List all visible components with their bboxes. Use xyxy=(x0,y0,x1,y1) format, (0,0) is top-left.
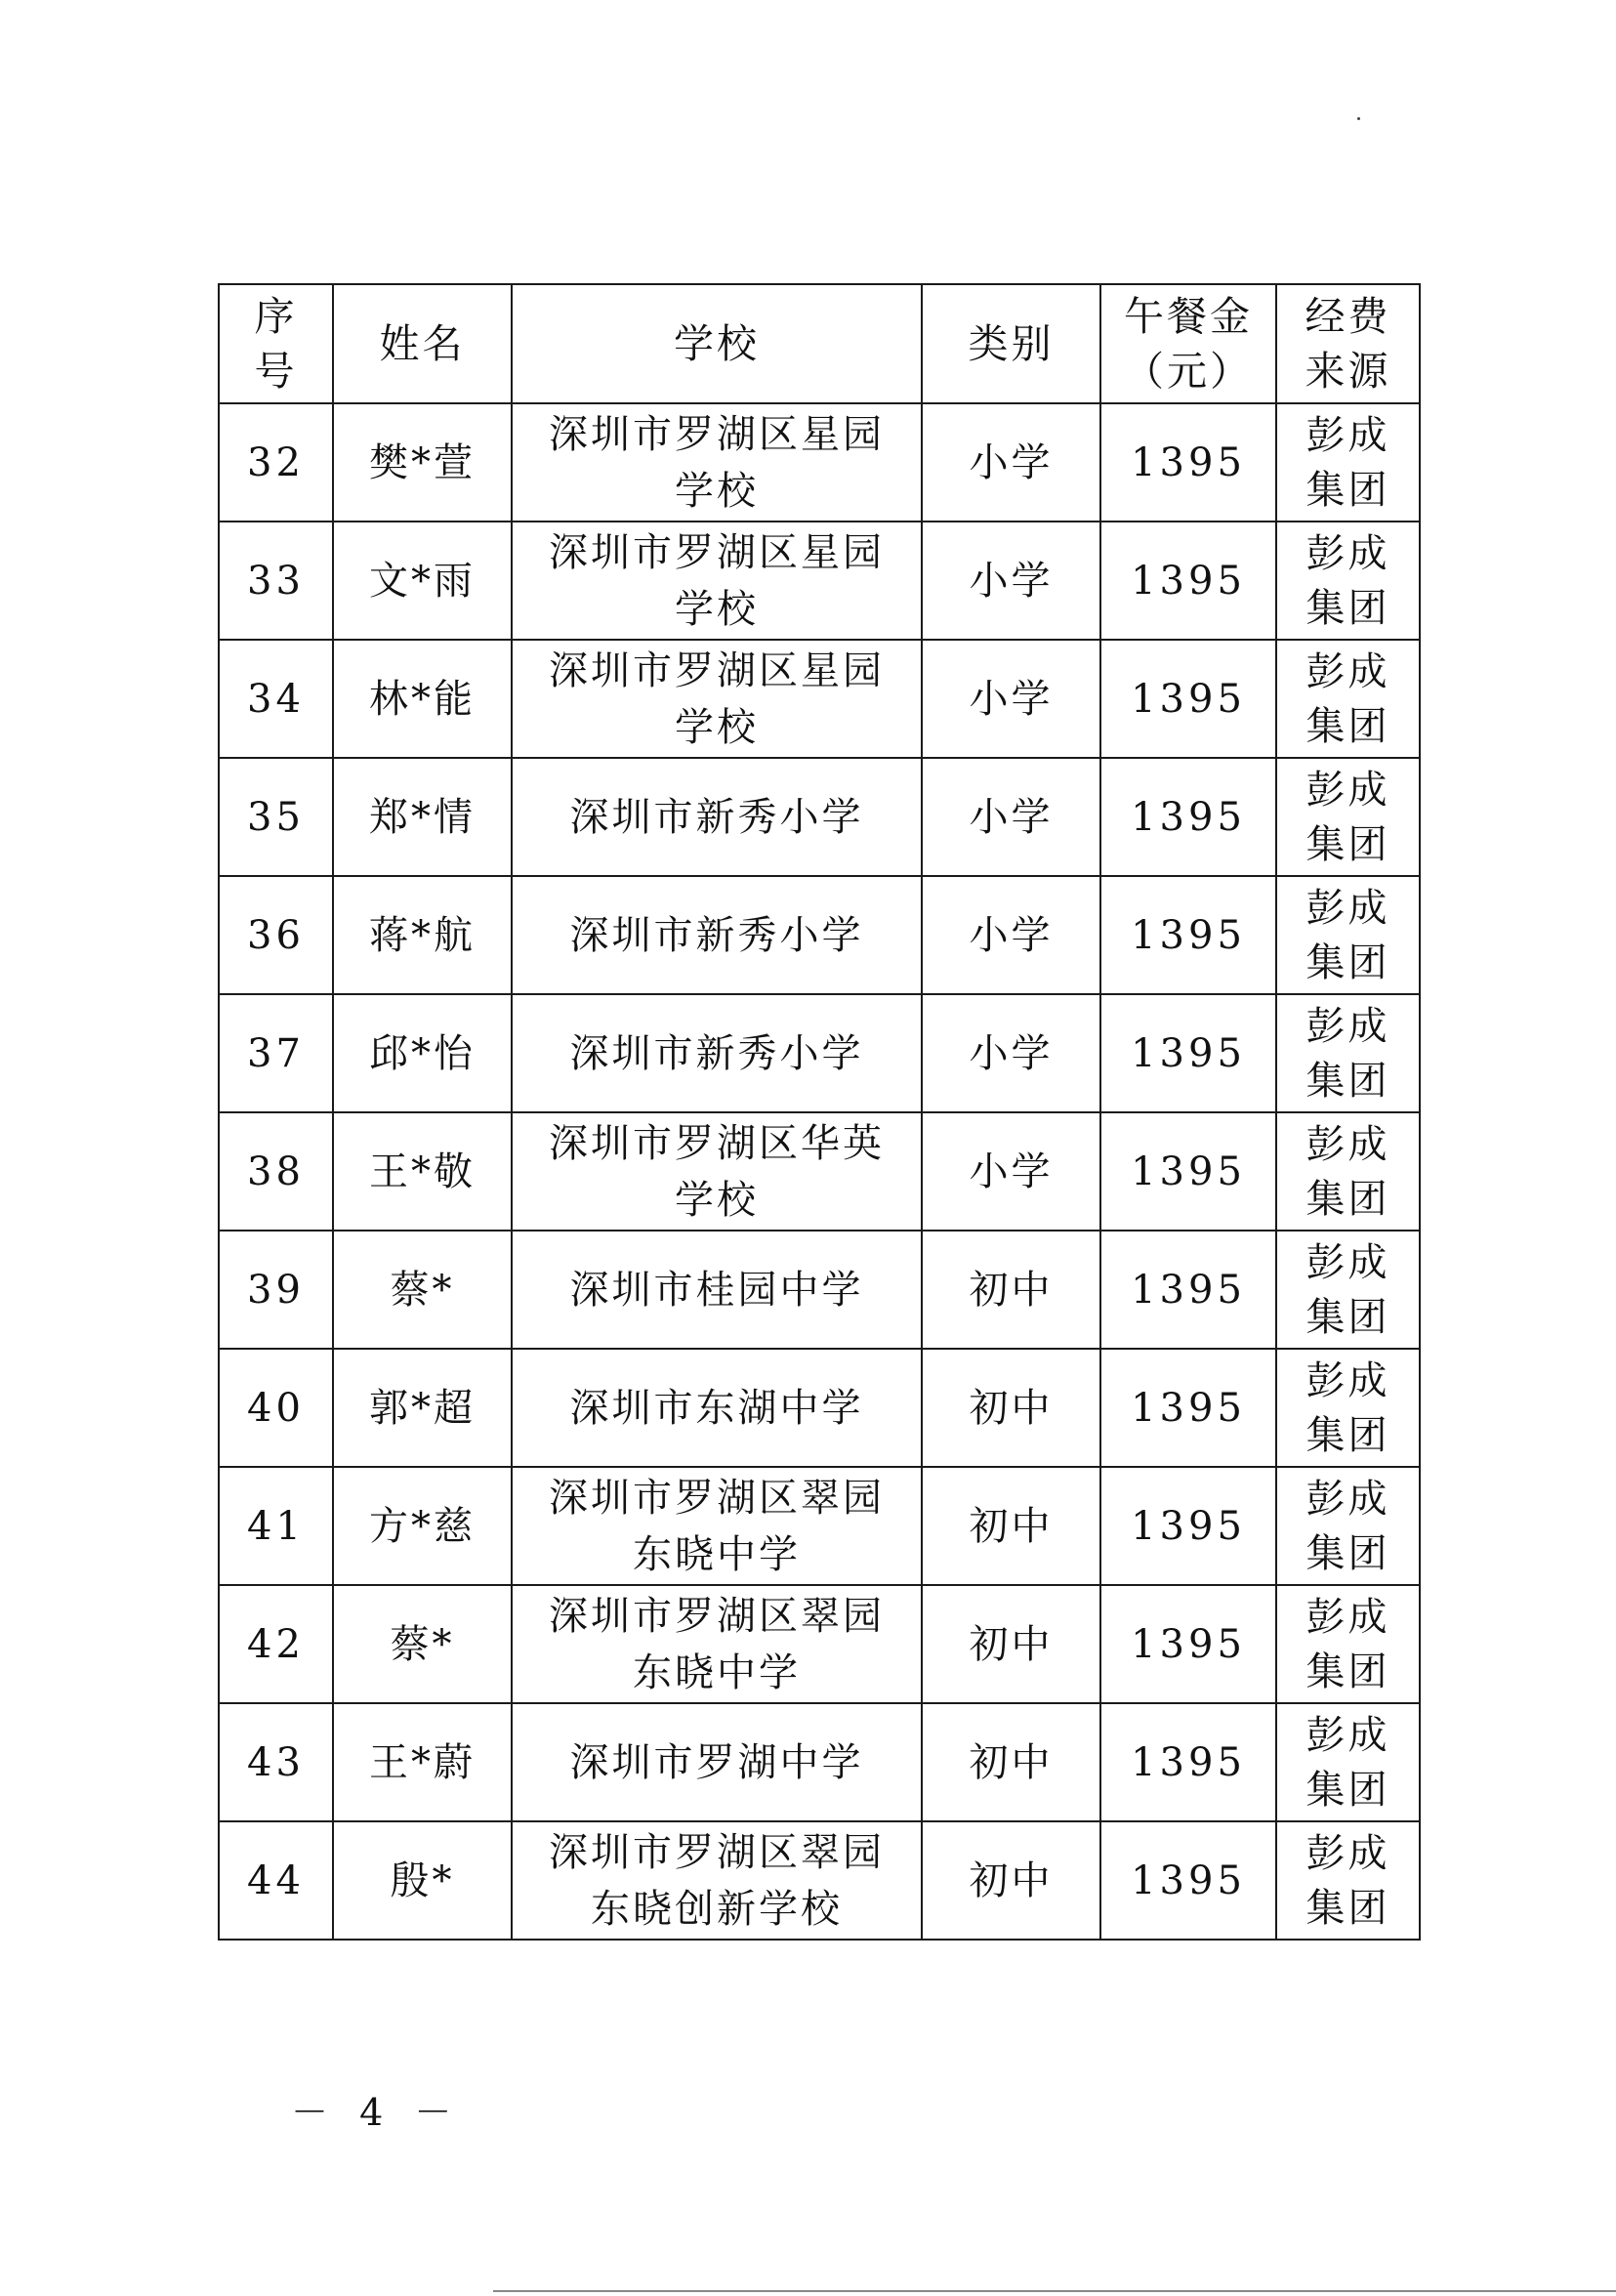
student-name: 蔡* xyxy=(390,1621,455,1667)
lunch-amount: 1395 xyxy=(1131,912,1246,958)
lunch-amount: 1395 xyxy=(1131,558,1246,604)
student-name-cell xyxy=(333,1467,512,1585)
lunch-amount: 1395 xyxy=(1131,1385,1246,1431)
school-category: 初中 xyxy=(969,1503,1054,1549)
row-number-cell xyxy=(219,758,333,876)
school-category: 小学 xyxy=(969,1148,1054,1194)
funding-source-cell xyxy=(1276,522,1420,640)
student-name-cell xyxy=(333,1112,512,1231)
table-row xyxy=(219,1349,1420,1467)
funding-source: 彭成集团 xyxy=(1305,1357,1390,1458)
school-name: 深圳市新秀小学 xyxy=(569,912,864,958)
funding-source-cell xyxy=(1276,1112,1420,1231)
header-name xyxy=(333,284,512,403)
lunch-amount: 1395 xyxy=(1131,1030,1246,1076)
funding-source: 彭成集团 xyxy=(1305,1003,1390,1104)
lunch-amount-cell xyxy=(1100,876,1276,994)
school-name-cell xyxy=(512,640,922,758)
funding-source: 彭成集团 xyxy=(1305,1121,1390,1222)
school-category-cell xyxy=(922,403,1100,522)
page-number: － 4 － xyxy=(291,2091,462,2134)
funding-source: 彭成集团 xyxy=(1305,1476,1390,1576)
row-number: 38 xyxy=(247,1148,305,1194)
student-name: 王*敬 xyxy=(369,1148,476,1194)
row-number-cell xyxy=(219,994,333,1112)
lunch-amount: 1395 xyxy=(1131,1621,1246,1667)
table-body xyxy=(219,403,1420,1940)
bottom-rule xyxy=(493,2290,1616,2292)
school-name: 深圳市罗湖区华英学校 xyxy=(549,1120,885,1223)
lunch-amount-cell xyxy=(1100,1112,1276,1231)
row-number-cell xyxy=(219,640,333,758)
school-category-cell xyxy=(922,522,1100,640)
funding-source-cell xyxy=(1276,758,1420,876)
header-source xyxy=(1276,284,1420,403)
student-name: 王*蔚 xyxy=(369,1739,476,1785)
header-amount xyxy=(1100,284,1276,403)
school-category-cell xyxy=(922,1112,1100,1231)
school-category: 初中 xyxy=(969,1267,1054,1313)
school-name-cell xyxy=(512,758,922,876)
lunch-amount: 1395 xyxy=(1131,1503,1246,1549)
table-row xyxy=(219,403,1420,522)
table-row xyxy=(219,1231,1420,1349)
lunch-amount-cell xyxy=(1100,994,1276,1112)
row-number-cell xyxy=(219,1349,333,1467)
student-name: 殷* xyxy=(390,1858,455,1903)
school-category: 小学 xyxy=(969,676,1054,722)
school-category: 小学 xyxy=(969,558,1054,604)
funding-source-cell xyxy=(1276,1703,1420,1821)
row-number: 43 xyxy=(247,1739,305,1785)
funding-source-cell xyxy=(1276,994,1420,1112)
funding-source-cell xyxy=(1276,1349,1420,1467)
header-index-label: 序号 xyxy=(254,293,298,395)
lunch-amount: 1395 xyxy=(1131,1858,1246,1903)
student-name-cell xyxy=(333,1231,512,1349)
table-row xyxy=(219,876,1420,994)
row-number: 42 xyxy=(247,1621,305,1667)
school-category-cell xyxy=(922,758,1100,876)
funding-source-cell xyxy=(1276,1231,1420,1349)
lunch-subsidy-table xyxy=(218,283,1421,1941)
lunch-amount-cell xyxy=(1100,1703,1276,1821)
school-name-cell xyxy=(512,1703,922,1821)
funding-source: 彭成集团 xyxy=(1305,767,1390,867)
row-number: 37 xyxy=(247,1030,305,1076)
funding-source: 彭成集团 xyxy=(1305,1239,1390,1340)
funding-source-cell xyxy=(1276,876,1420,994)
school-name: 深圳市罗湖中学 xyxy=(569,1739,864,1785)
student-name-cell xyxy=(333,403,512,522)
header-amount-label: 午餐金（元） xyxy=(1123,293,1253,395)
school-category: 初中 xyxy=(969,1739,1054,1785)
school-name-cell xyxy=(512,1349,922,1467)
student-name-cell xyxy=(333,1585,512,1703)
funding-source: 彭成集团 xyxy=(1305,1830,1390,1931)
table-row xyxy=(219,1112,1420,1231)
table-header xyxy=(219,284,1420,403)
lunch-amount-cell xyxy=(1100,522,1276,640)
student-name: 郑*情 xyxy=(369,794,476,840)
lunch-amount-cell xyxy=(1100,1821,1276,1940)
school-category: 初中 xyxy=(969,1385,1054,1431)
row-number: 35 xyxy=(247,794,305,840)
student-name: 林*能 xyxy=(369,676,476,722)
school-name: 深圳市罗湖区翠园东晓中学 xyxy=(549,1593,885,1695)
school-category-cell xyxy=(922,876,1100,994)
student-name-cell xyxy=(333,1703,512,1821)
school-name-cell xyxy=(512,1821,922,1940)
lunch-amount: 1395 xyxy=(1131,794,1246,840)
row-number: 32 xyxy=(247,439,305,485)
header-category-label: 类别 xyxy=(968,320,1055,367)
row-number: 40 xyxy=(247,1385,305,1431)
student-name: 方*慈 xyxy=(369,1503,476,1549)
table-row xyxy=(219,1821,1420,1940)
funding-source: 彭成集团 xyxy=(1305,1712,1390,1813)
funding-source-cell xyxy=(1276,403,1420,522)
header-school-label: 学校 xyxy=(674,320,760,367)
school-name: 深圳市罗湖区翠园东晓中学 xyxy=(549,1475,885,1577)
school-name-cell xyxy=(512,876,922,994)
row-number: 36 xyxy=(247,912,305,958)
scan-speck xyxy=(1357,117,1360,120)
student-name: 邱*怡 xyxy=(369,1030,476,1076)
school-category: 初中 xyxy=(969,1858,1054,1903)
student-name-cell xyxy=(333,1821,512,1940)
lunch-amount-cell xyxy=(1100,1231,1276,1349)
student-name: 郭*超 xyxy=(369,1385,476,1431)
school-category-cell xyxy=(922,1231,1100,1349)
row-number-cell xyxy=(219,1112,333,1231)
lunch-amount: 1395 xyxy=(1131,1148,1246,1194)
funding-source-cell xyxy=(1276,1585,1420,1703)
row-number: 33 xyxy=(247,558,305,604)
school-category: 小学 xyxy=(969,439,1054,485)
school-name: 深圳市东湖中学 xyxy=(569,1385,864,1431)
table-row xyxy=(219,640,1420,758)
lunch-amount: 1395 xyxy=(1131,1267,1246,1313)
student-name: 蔡* xyxy=(390,1267,455,1313)
student-name: 樊*萱 xyxy=(369,439,476,485)
row-number-cell xyxy=(219,876,333,994)
school-name-cell xyxy=(512,403,922,522)
school-name-cell xyxy=(512,994,922,1112)
funding-source-cell xyxy=(1276,1467,1420,1585)
school-category-cell xyxy=(922,1349,1100,1467)
header-row xyxy=(219,284,1420,403)
funding-source: 彭成集团 xyxy=(1305,648,1390,749)
row-number-cell xyxy=(219,1821,333,1940)
school-name-cell xyxy=(512,1112,922,1231)
row-number-cell xyxy=(219,522,333,640)
school-category-cell xyxy=(922,640,1100,758)
school-category-cell xyxy=(922,1821,1100,1940)
row-number-cell xyxy=(219,1231,333,1349)
lunch-amount-cell xyxy=(1100,1585,1276,1703)
row-number-cell xyxy=(219,1467,333,1585)
table-row xyxy=(219,522,1420,640)
header-school xyxy=(512,284,922,403)
header-index xyxy=(219,284,333,403)
lunch-amount-cell xyxy=(1100,758,1276,876)
lunch-amount: 1395 xyxy=(1131,676,1246,722)
school-name: 深圳市罗湖区星园学校 xyxy=(549,411,885,514)
funding-source: 彭成集团 xyxy=(1305,1594,1390,1694)
student-name-cell xyxy=(333,876,512,994)
student-name-cell xyxy=(333,994,512,1112)
header-source-label: 经费来源 xyxy=(1305,293,1391,395)
school-category-cell xyxy=(922,994,1100,1112)
school-category-cell xyxy=(922,1467,1100,1585)
table-row xyxy=(219,758,1420,876)
school-category-cell xyxy=(922,1703,1100,1821)
funding-source: 彭成集团 xyxy=(1305,885,1390,985)
school-category: 初中 xyxy=(969,1621,1054,1667)
school-name: 深圳市新秀小学 xyxy=(569,1030,864,1076)
school-name-cell xyxy=(512,1467,922,1585)
student-name-cell xyxy=(333,758,512,876)
row-number-cell xyxy=(219,403,333,522)
row-number-cell xyxy=(219,1585,333,1703)
student-name: 文*雨 xyxy=(369,558,476,604)
funding-source: 彭成集团 xyxy=(1305,412,1390,513)
lunch-amount: 1395 xyxy=(1131,1739,1246,1785)
student-name-cell xyxy=(333,522,512,640)
student-name-cell xyxy=(333,1349,512,1467)
lunch-amount-cell xyxy=(1100,640,1276,758)
row-number: 41 xyxy=(247,1503,305,1549)
row-number: 34 xyxy=(247,676,305,722)
header-name-label: 姓名 xyxy=(379,320,466,367)
table-row xyxy=(219,1467,1420,1585)
row-number: 44 xyxy=(247,1858,305,1903)
table-row xyxy=(219,994,1420,1112)
school-name-cell xyxy=(512,1585,922,1703)
row-number: 39 xyxy=(247,1267,305,1313)
funding-source: 彭成集团 xyxy=(1305,530,1390,631)
school-name-cell xyxy=(512,1231,922,1349)
table-row xyxy=(219,1703,1420,1821)
table-row xyxy=(219,1585,1420,1703)
lunch-amount: 1395 xyxy=(1131,439,1246,485)
funding-source-cell xyxy=(1276,1821,1420,1940)
school-name: 深圳市罗湖区星园学校 xyxy=(549,529,885,632)
lunch-amount-cell xyxy=(1100,1349,1276,1467)
school-category: 小学 xyxy=(969,794,1054,840)
school-name: 深圳市桂园中学 xyxy=(569,1267,864,1313)
school-name: 深圳市罗湖区星园学校 xyxy=(549,647,885,750)
school-category: 小学 xyxy=(969,1030,1054,1076)
student-name-cell xyxy=(333,640,512,758)
lunch-amount-cell xyxy=(1100,1467,1276,1585)
school-name-cell xyxy=(512,522,922,640)
student-name: 蒋*航 xyxy=(369,912,476,958)
school-name: 深圳市新秀小学 xyxy=(569,794,864,840)
funding-source-cell xyxy=(1276,640,1420,758)
school-category: 小学 xyxy=(969,912,1054,958)
header-category xyxy=(922,284,1100,403)
school-name: 深圳市罗湖区翠园东晓创新学校 xyxy=(549,1829,885,1932)
school-category-cell xyxy=(922,1585,1100,1703)
row-number-cell xyxy=(219,1703,333,1821)
lunch-amount-cell xyxy=(1100,403,1276,522)
